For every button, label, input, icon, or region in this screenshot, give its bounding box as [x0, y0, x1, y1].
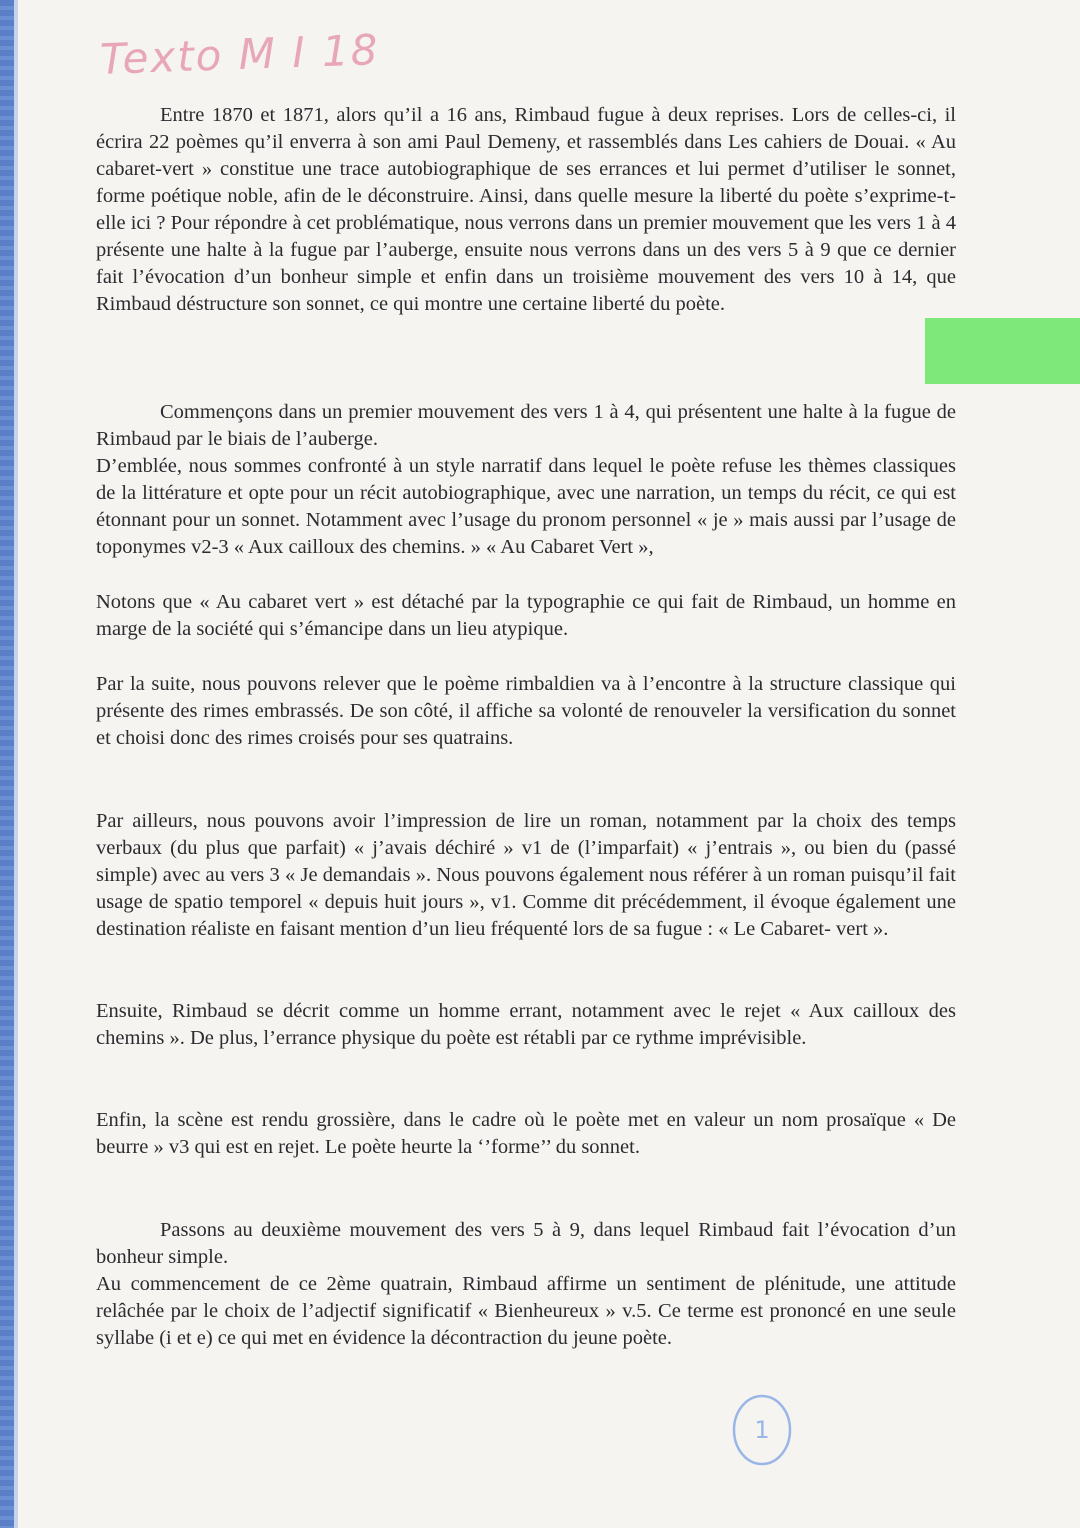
- paragraph-coarse-scene: Enfin, la scène est rendu grossière, dans le cadre où le poète met en valeur un nom prosaïque « De beurre » v3 qui est en rejet. Le poète heurte la ‘’forme’’ du sonnet.: [96, 1109, 956, 1158]
- page-number-text: 1: [754, 1416, 770, 1444]
- paragraph-rhymes: Par la suite, nous pouvons relever que le poème rimbaldien va à l’encontre à la structure classique qui présente des rimes embrassés. De son côté, il affiche sa volonté de renouveler la versification du sonnet et choisi donc des rimes croisés pour ses quatrains.: [96, 673, 956, 749]
- page-left-edge: [0, 0, 14, 1528]
- paragraph-verb-tenses: Par ailleurs, nous pouvons avoir l’impression de lire un roman, notamment par la choix des temps verbaux (du plus que parfait) « j’avais déchiré » v1 de (l’imparfait) « j’entrais », ou bien du (passé simple) avec au vers 3 « Je demandais ». Nous pouvons également nous référer à un roman puisqu’il fait usage de spatio temporel « depuis huit jours », v1. Comme dit précédemment, il évoque également une destination réaliste en faisant mention d’un lieu fréquenté lors de sa fugue : « Le Cabaret- vert ».: [96, 810, 956, 940]
- paragraph-typography: Notons que « Au cabaret vert » est détaché par la typographie ce qui fait de Rimbaud, un homme en marge de la société qui s’émancipe dans un lieu atypique.: [96, 591, 956, 640]
- handwritten-header-note: Texto M I 18: [99, 25, 381, 84]
- green-highlight-mark: [925, 318, 1080, 384]
- paragraph-first-movement-intro: Commençons dans un premier mouvement des vers 1 à 4, qui présentent une halte à la fugue de Rimbaud par le biais de l’auberge.: [96, 401, 956, 450]
- page-left-edge-shadow: [14, 0, 18, 1528]
- paragraph-introduction: Entre 1870 et 1871, alors qu’il a 16 ans, Rimbaud fugue à deux reprises. Lors de celles-ci, il écrira 22 poèmes qu’il enverra à son ami Paul Demeny, et rassemblés dans Les cahiers de Douai. « Au cabaret-vert » constitue une trace autobiographique de ses errances et lui permet d’utiliser le sonnet, forme poétique noble, afin de le déconstruire. Ainsi, dans quelle mesure la liberté du poète s’exprime-t-elle ici ? Pour répondre à cet problématique, nous verrons dans un premier mouvement que les vers 1 à 4 présente une halte à la fugue par l’auberge, ensuite nous verrons dans un des vers 5 à 9 que ce dernier fait l’évocation d’un bonheur simple et enfin dans un troisième mouvement des vers 10 à 14, que Rimbaud déstructure son sonnet, ce qui montre une certaine liberté du poète.: [96, 104, 956, 315]
- circled-page-number: [728, 1392, 796, 1468]
- paragraph-wandering: Ensuite, Rimbaud se décrit comme un homme errant, notamment avec le rejet « Aux cailloux des chemins ». De plus, l’errance physique du poète est rétabli par ce rythme imprévisible.: [96, 1000, 956, 1049]
- paragraph-plenitude: Au commencement de ce 2ème quatrain, Rimbaud affirme un sentiment de plénitude, une attitude relâchée par le choix de l’adjectif significatif « Bienheureux » v.5. Ce terme est prononcé en une seule syllabe (i et e) ce qui met en évidence la décontraction du jeune poète.: [96, 1273, 956, 1349]
- paragraph-narrative-style: D’emblée, nous sommes confronté à un style narratif dans lequel le poète refuse les thèmes classiques de la littérature et opte pour un récit autobiographique, avec une narration, un temps du récit, ce qui est étonnant pour un sonnet. Notamment avec l’usage du pronom personnel « je » mais aussi par l’usage de toponymes v2-3 « Aux cailloux des chemins. » « Au Cabaret Vert »,: [96, 455, 956, 558]
- paragraph-second-movement-intro: Passons au deuxième mouvement des vers 5 à 9, dans lequel Rimbaud fait l’évocation d’un bonheur simple.: [96, 1219, 956, 1268]
